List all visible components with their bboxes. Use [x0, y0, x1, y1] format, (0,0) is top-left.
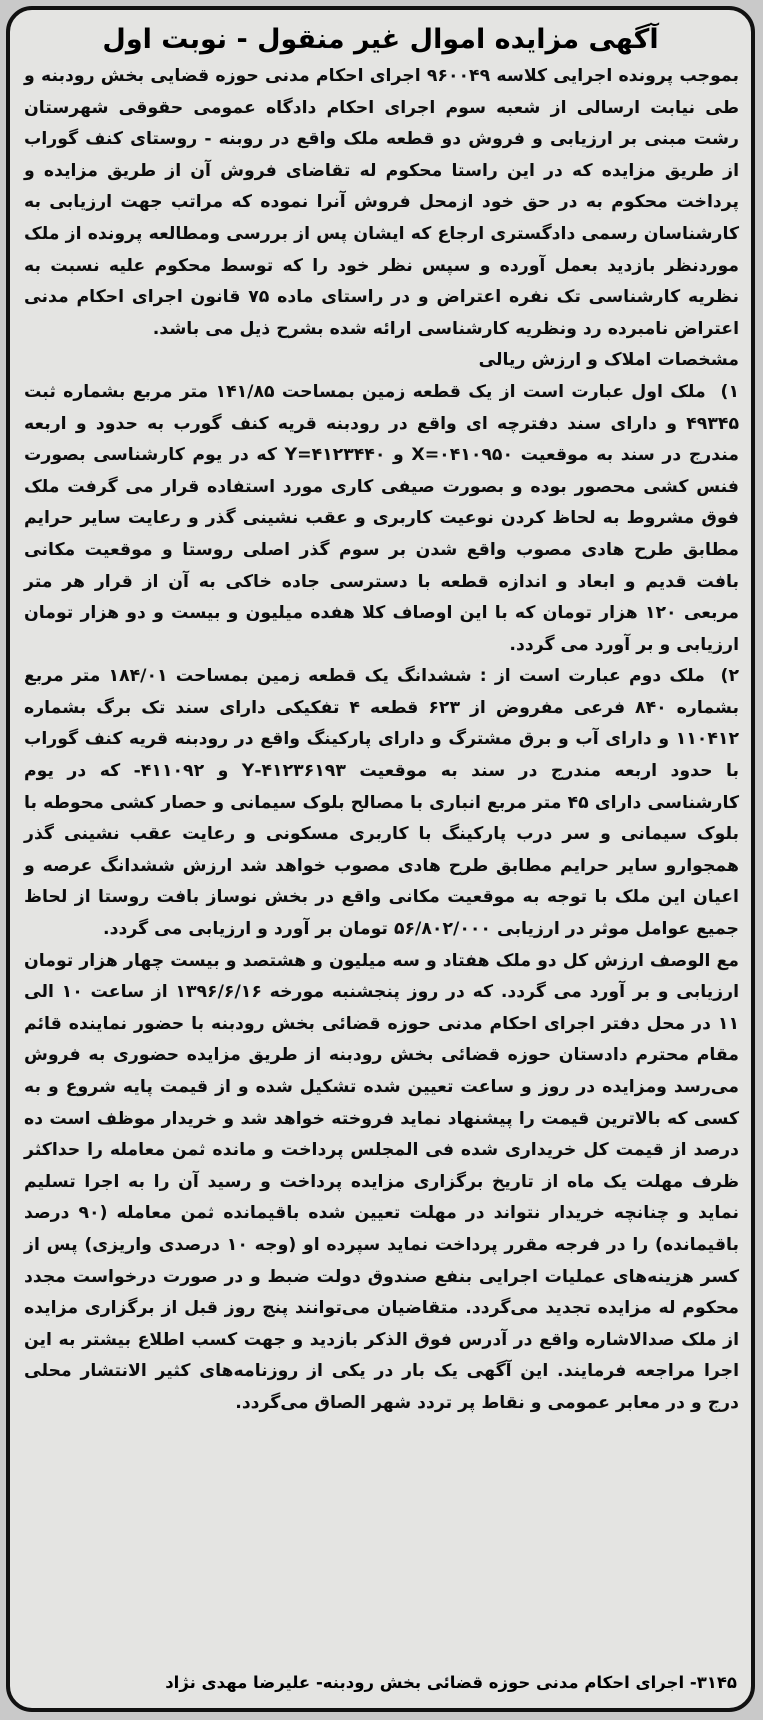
- item-number: ۲): [720, 666, 739, 687]
- item-number: ۱): [720, 381, 739, 402]
- notice-body: [10, 61, 751, 1420]
- property-item-1: [24, 377, 739, 661]
- notice-page: [6, 6, 755, 1712]
- notice-title: آگهی مزایده اموال غیر منقول - نوبت اول: [102, 24, 659, 55]
- closing-paragraph: مع الوصف ارزش کل دو ملک هفتاد و سه میلیون و هشتصد و بیست چهار هزار تومان ارزیابی و بر آورد می گردد. که در روز پنجشنبه مورخه ۱۳۹۶/۶/۱۶ از ساعت ۱۰ الی ۱۱ در محل دفتر اجرای احکام مدنی حوزه قضائی بخش رودبنه با حضور نماینده قائم مقام محترم دادستان حوزه قضائی بخش رودبنه از طریق مزایده حضوری به فروش می‌رسد ومزایده در روز و ساعت تعیین شده تشکیل شده و از قیمت پایه شروع و به کسی که بالاترین قیمت را پیشنهاد نماید فروخته خواهد شد و خریدار موظف است ده درصد از قیمت کل خریداری شده فی المجلس پرداخت و مانده ثمن معامله را حداکثر ظرف مهلت یک ماه از تاریخ برگزاری مزایده پرداخت و رسید آن را به اجرا تسلیم نماید و چنانچه خریدار نتواند در مهلت تعیین شده باقیمانده ثمن معامله (۹۰ درصد باقیمانده) را در فرجه مقرر پرداخت نماید سپرده او (وجه ۱۰ درصدی واریزی) پس از کسر هزینه‌های عملیات اجرایی بنفع صندوق دولت ضبط و در صورت درخواست مجدد محکوم له مزایده تجدید می‌گردد. متقاضیان می‌توانند پنج روز قبل از برگزاری مزایده از ملک صدالاشاره واقع در آدرس فوق الذکر بازدید و جهت کسب اطلاع بیشتر به این اجرا مراجعه فرمایند. این آگهی یک بار در یکی از روزنامه‌های کثیر الانتشار محلی درج و در معابر عمومی و نقاط پر تردد شهر الصاق می‌گردد.: [24, 950, 739, 1413]
- intro-paragraph: بموجب پرونده اجرایی کلاسه ۹۶۰۰۴۹ اجرای احکام مدنی حوزه قضایی بخش رودبنه و طی نیابت ارسالی از شعبه سوم اجرای احکام دادگاه عمومی حقوقی شهرستان رشت مبنی بر ارزیابی و فروش دو قطعه ملک واقع در روبنه - روستای کنف گوراب از طریق مزایده که در این راستا محکوم له تقاضای فروش آن از طریق مزایده و پرداخت محکوم به در حق خود ازمحل فروش آنرا نموده که مراتب جهت ارزیابی به کارشناسان رسمی دادگستری ارجاع که ایشان پس از بررسی ومطالعه پرونده از ملک موردنظر بازدید بعمل آورده و سپس نظر خود را که توسط محکوم علیه نسبت به نظریه کارشناسی تک نفره اعتراض و در راستای ماده ۷۵ قانون اجرای احکام مدنی اعتراض نامبرده رد ونظریه کارشناسی ارائه شده بشرح ذیل می باشد.: [24, 66, 740, 339]
- properties-subheading: مشخصات املاک و ارزش ریالی: [478, 350, 739, 371]
- item-text: ملک اول عبارت است از یک قطعه زمین بمساحت ۱۴۱/۸۵ متر مربع بشماره ثبت ۴۹۳۴۵ و دارای سند دفترچه ای واقع در رودبنه قریه کنف گورب به حدود و اربعه مندرج در سند به موقعیت X=۰۴۱۰۹۵۰ و Y=۴۱۲۳۴۴۰ که در یوم کارشناسی بصورت فنس کشی محصور بوده و بصورت صیفی کاری مورد استفاده قرار می گرفت ملک فوق مشروط به لحاظ کردن نوعیت کاربری و عقب نشینی گذر و رعایت سایر حرایم مطابق طرح هادی مصوب واقع شدن بر سوم گذر اصلی روستا و موقعیت مکانی بافت قدیم و ابعاد و اندازه قطعه با دسترسی جاده خاکی به آن از قرار هر متر مربعی ۱۲۰ هزار تومان که با این اوصاف کلا هفده میلیون و بیست و دو هزار تومان ارزیابی و بر آورد می گردد.: [24, 381, 739, 655]
- property-item-2: [24, 661, 739, 945]
- signature-line: ۳۱۴۵- اجرای احکام مدنی حوزه قضائی بخش رودبنه- علیرضا مهدی نژاد: [165, 1673, 737, 1692]
- item-text: ملک دوم عبارت است از : ششدانگ یک قطعه زمین بمساحت ۱۸۴/۰۱ متر مربع بشماره ۸۴۰ فرعی مفروض از ۶۲۳ قطعه ۴ تفکیکی دارای سند تک برگ بشماره ۱۱۰۴۱۲ و دارای آب و برق مشترگ و دارای پارکینگ واقع در رودبنه قریه کنف گوراب با حدود اربعه مندرج در سند به موقعیت ۴۱۲۳۶۱۹۳-Y و ۴۱۱۰۹۲- که در یوم کارشناسی دارای ۴۵ متر مربع انباری با مصالح بلوک سیمانی و حصار کشی محوطه با بلوک سیمانی و سر درب پارکینگ با کاربری مسکونی و رعایت عقب نشینی گذر همجوارو سایر حرایم مطابق طرح هادی مصوب خواهد شد ارزش ششدانگ عرصه و اعیان این ملک با توجه به موقعیت مکانی واقع در بخش نوساز بافت روستا از لحاظ جمیع عوامل موثر در ارزیابی ۵۶/۸۰۲/۰۰۰ تومان بر آورد و ارزیابی می گردد.: [24, 666, 739, 940]
